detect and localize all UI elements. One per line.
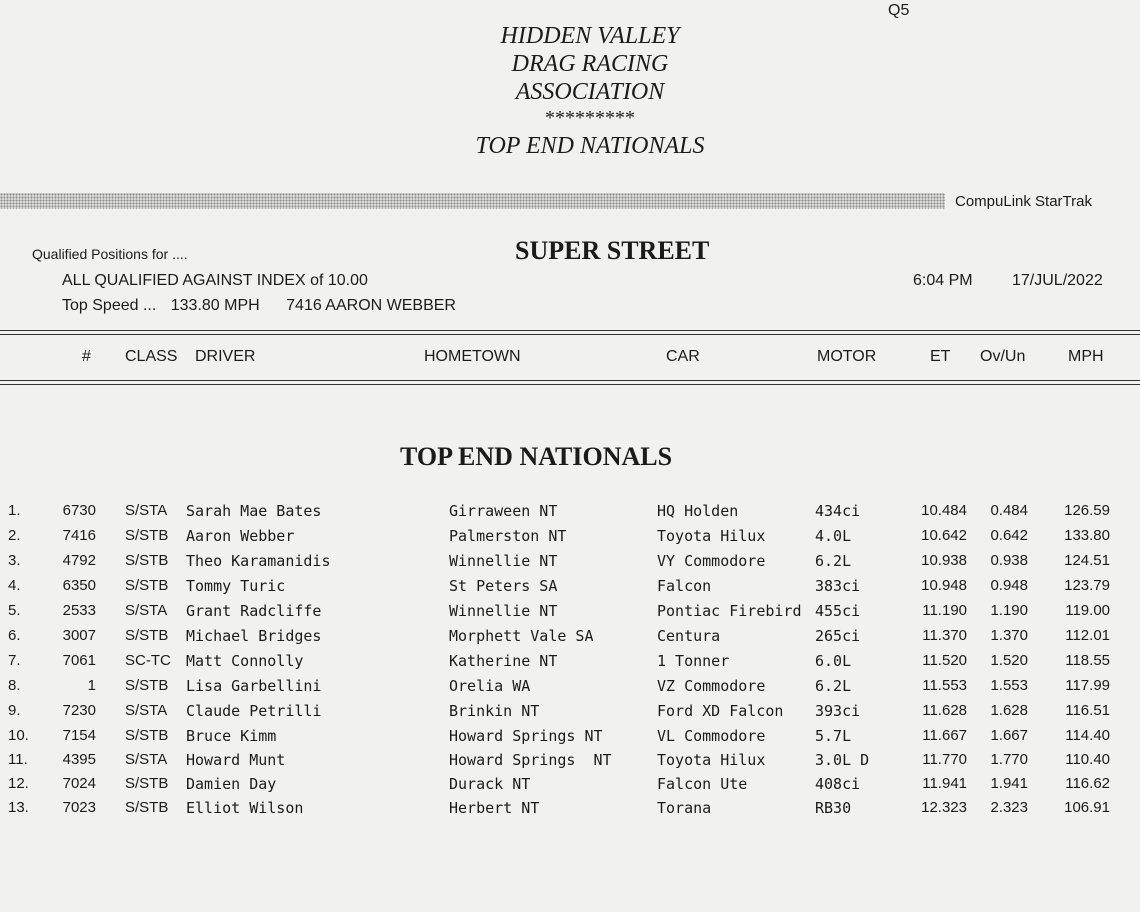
- ovun-cell: 0.484: [990, 502, 1028, 519]
- software-label: CompuLink StarTrak: [955, 193, 1092, 210]
- position-cell: 4.: [8, 577, 21, 594]
- hometown-cell: St Peters SA: [449, 577, 558, 595]
- ovun-cell: 1.190: [990, 602, 1028, 619]
- motor-cell: 434ci: [815, 502, 861, 520]
- et-cell: 10.484: [921, 502, 967, 519]
- mph-cell: 116.51: [1065, 702, 1110, 719]
- org-name-line1: HIDDEN VALLEY: [500, 23, 680, 49]
- mph-cell: 124.51: [1064, 552, 1110, 569]
- et-cell: 11.667: [922, 727, 967, 744]
- ovun-cell: 0.948: [990, 577, 1028, 594]
- et-cell: 10.642: [921, 527, 967, 544]
- position-cell: 3.: [8, 552, 21, 569]
- car-number-cell: 6350: [62, 577, 96, 594]
- hometown-cell: Winnellie NT: [449, 552, 558, 570]
- car-cell: Toyota Hilux: [657, 527, 766, 545]
- driver-cell: Bruce Kimm: [186, 727, 277, 745]
- header-rule-bottom: [0, 380, 1140, 381]
- hometown-cell: Howard Springs NT: [449, 727, 603, 745]
- table-row: [0, 677, 1140, 702]
- et-cell: 11.553: [922, 677, 967, 694]
- driver-cell: Damien Day: [186, 775, 277, 793]
- ovun-cell: 1.520: [990, 652, 1028, 669]
- mph-cell: 110.40: [1065, 751, 1110, 768]
- mph-cell: 112.01: [1065, 627, 1110, 644]
- car-cell: VL Commodore: [657, 727, 766, 745]
- car-number-cell: 2533: [62, 602, 96, 619]
- driver-cell: Tommy Turic: [186, 577, 286, 595]
- hometown-cell: Morphett Vale SA: [449, 627, 594, 645]
- car-cell: Ford XD Falcon: [657, 702, 784, 720]
- mph-cell: 116.62: [1065, 775, 1110, 792]
- position-cell: 5.: [8, 602, 21, 619]
- motor-cell: 383ci: [815, 577, 861, 595]
- car-number-cell: 7024: [62, 775, 96, 792]
- table-row: [0, 602, 1140, 627]
- car-number-cell: 7154: [62, 727, 96, 744]
- car-cell: HQ Holden: [657, 502, 739, 520]
- org-name-line2: DRAG RACING: [511, 51, 669, 77]
- table-row: [0, 799, 1140, 824]
- class-title: SUPER STREET: [515, 236, 710, 265]
- ovun-cell: 2.323: [990, 799, 1028, 816]
- col-header-mph: MPH: [1068, 348, 1104, 365]
- col-header-et: ET: [930, 348, 951, 365]
- class-cell: S/STB: [125, 577, 169, 594]
- hometown-cell: Girraween NT: [449, 502, 558, 520]
- motor-cell: 393ci: [815, 702, 861, 720]
- motor-cell: 265ci: [815, 627, 861, 645]
- position-cell: 12.: [8, 775, 29, 792]
- mph-cell: 126.59: [1064, 502, 1110, 519]
- ovun-cell: 1.941: [990, 775, 1028, 792]
- driver-cell: Aaron Webber: [186, 527, 295, 545]
- car-number-cell: 4792: [62, 552, 96, 569]
- class-cell: S/STB: [125, 775, 169, 792]
- table-row: [0, 727, 1140, 752]
- driver-cell: Lisa Garbellini: [186, 677, 322, 695]
- org-name-line3: ASSOCIATION: [515, 79, 665, 105]
- car-cell: Centura: [657, 627, 721, 645]
- class-cell: S/STA: [125, 702, 168, 719]
- car-cell: Falcon: [657, 577, 712, 595]
- mph-cell: 118.55: [1065, 652, 1110, 669]
- motor-cell: 6.2L: [815, 552, 852, 570]
- et-cell: 10.948: [921, 577, 967, 594]
- motor-cell: RB30: [815, 799, 852, 817]
- et-cell: 11.190: [922, 602, 967, 619]
- car-cell: 1 Tonner: [657, 652, 730, 670]
- car-number-cell: 1: [87, 677, 96, 694]
- ovun-cell: 1.667: [990, 727, 1028, 744]
- class-cell: SC-TC: [125, 652, 171, 669]
- car-number-cell: 7230: [62, 702, 96, 719]
- mph-cell: 119.00: [1065, 602, 1110, 619]
- motor-cell: 6.2L: [815, 677, 852, 695]
- class-cell: S/STB: [125, 677, 169, 694]
- top-speed-value: 133.80 MPH: [170, 297, 260, 314]
- car-cell: VY Commodore: [657, 552, 766, 570]
- col-header-num: #: [82, 348, 91, 365]
- et-cell: 11.370: [922, 627, 967, 644]
- hometown-cell: Howard Springs NT: [449, 751, 612, 769]
- class-cell: S/STA: [125, 602, 168, 619]
- mph-cell: 123.79: [1064, 577, 1110, 594]
- car-cell: VZ Commodore: [657, 677, 766, 695]
- table-row: [0, 627, 1140, 652]
- car-cell: Pontiac Firebird: [657, 602, 802, 620]
- driver-cell: Grant Radcliffe: [186, 602, 322, 620]
- col-header-ovun: Ov/Un: [980, 348, 1026, 365]
- car-cell: Toyota Hilux: [657, 751, 766, 769]
- car-number-cell: 6730: [62, 502, 96, 519]
- driver-cell: Claude Petrilli: [186, 702, 322, 720]
- et-cell: 11.520: [922, 652, 967, 669]
- report-time: 6:04 PM: [913, 272, 973, 289]
- col-header-motor: MOTOR: [817, 348, 877, 365]
- mph-cell: 133.80: [1064, 527, 1110, 544]
- table-row: [0, 702, 1140, 727]
- class-cell: S/STA: [125, 502, 168, 519]
- class-cell: S/STB: [125, 627, 169, 644]
- table-row: [0, 577, 1140, 602]
- stipple-band: [0, 193, 945, 209]
- motor-cell: 5.7L: [815, 727, 852, 745]
- driver-cell: Michael Bridges: [186, 627, 322, 645]
- col-header-class: CLASS: [125, 348, 178, 365]
- car-number-cell: 7416: [62, 527, 96, 544]
- index-line: ALL QUALIFIED AGAINST INDEX of 10.00: [62, 272, 368, 289]
- class-cell: S/STA: [125, 751, 168, 768]
- position-cell: 7.: [8, 652, 21, 669]
- table-row: [0, 775, 1140, 800]
- ovun-cell: 0.642: [990, 527, 1028, 544]
- page-code: Q5: [888, 2, 910, 19]
- ovun-cell: 0.938: [990, 552, 1028, 569]
- hometown-cell: Katherine NT: [449, 652, 558, 670]
- position-cell: 10.: [8, 727, 29, 744]
- class-cell: S/STB: [125, 552, 169, 569]
- car-cell: Torana: [657, 799, 712, 817]
- position-cell: 8.: [8, 677, 21, 694]
- header-rule-top: [0, 330, 1140, 331]
- motor-cell: 3.0L D: [815, 751, 870, 769]
- table-row: [0, 751, 1140, 776]
- et-cell: 11.770: [922, 751, 967, 768]
- driver-cell: Elliot Wilson: [186, 799, 304, 817]
- col-header-hometown: HOMETOWN: [424, 348, 521, 365]
- qualified-label: Qualified Positions for ....: [32, 246, 188, 262]
- position-cell: 6.: [8, 627, 21, 644]
- et-cell: 12.323: [921, 799, 967, 816]
- position-cell: 13.: [8, 799, 29, 816]
- hometown-cell: Orelia WA: [449, 677, 531, 695]
- table-row: [0, 552, 1140, 577]
- section-title: TOP END NATIONALS: [400, 442, 673, 471]
- col-header-car: CAR: [666, 348, 700, 365]
- title-stars: *********: [545, 107, 635, 129]
- ovun-cell: 1.770: [990, 751, 1028, 768]
- driver-cell: Theo Karamanidis: [186, 552, 331, 570]
- header-rule-bottom-2: [0, 384, 1140, 385]
- hometown-cell: Palmerston NT: [449, 527, 567, 545]
- motor-cell: 6.0L: [815, 652, 852, 670]
- table-row: [0, 502, 1140, 527]
- hometown-cell: Winnellie NT: [449, 602, 558, 620]
- car-cell: Falcon Ute: [657, 775, 748, 793]
- car-number-cell: 7023: [62, 799, 96, 816]
- mph-cell: 106.91: [1064, 799, 1110, 816]
- motor-cell: 408ci: [815, 775, 861, 793]
- hometown-cell: Brinkin NT: [449, 702, 540, 720]
- hometown-cell: Herbert NT: [449, 799, 540, 817]
- et-cell: 10.938: [921, 552, 967, 569]
- ovun-cell: 1.553: [990, 677, 1028, 694]
- position-cell: 9.: [8, 702, 21, 719]
- event-title: TOP END NATIONALS: [475, 133, 705, 159]
- top-speed-line: [62, 297, 456, 315]
- car-number-cell: 7061: [62, 652, 96, 669]
- class-cell: S/STB: [125, 727, 169, 744]
- top-speed-entry: 7416 AARON WEBBER: [286, 297, 456, 314]
- et-cell: 11.628: [922, 702, 967, 719]
- col-header-driver: DRIVER: [195, 348, 256, 365]
- mph-cell: 117.99: [1065, 677, 1110, 694]
- car-number-cell: 4395: [62, 751, 96, 768]
- driver-cell: Sarah Mae Bates: [186, 502, 322, 520]
- ovun-cell: 1.370: [990, 627, 1028, 644]
- motor-cell: 455ci: [815, 602, 861, 620]
- position-cell: 11.: [8, 751, 28, 768]
- table-row: [0, 652, 1140, 677]
- header-rule-top-2: [0, 334, 1140, 335]
- et-cell: 11.941: [922, 775, 967, 792]
- driver-cell: Howard Munt: [186, 751, 286, 769]
- mph-cell: 114.40: [1065, 727, 1110, 744]
- driver-cell: Matt Connolly: [186, 652, 304, 670]
- class-cell: S/STB: [125, 527, 169, 544]
- report-date: 17/JUL/2022: [1012, 272, 1103, 289]
- ovun-cell: 1.628: [990, 702, 1028, 719]
- class-cell: S/STB: [125, 799, 169, 816]
- car-number-cell: 3007: [62, 627, 96, 644]
- position-cell: 1.: [8, 502, 21, 519]
- top-speed-label: Top Speed ...: [62, 297, 157, 314]
- motor-cell: 4.0L: [815, 527, 852, 545]
- hometown-cell: Durack NT: [449, 775, 531, 793]
- table-row: [0, 527, 1140, 552]
- position-cell: 2.: [8, 527, 21, 544]
